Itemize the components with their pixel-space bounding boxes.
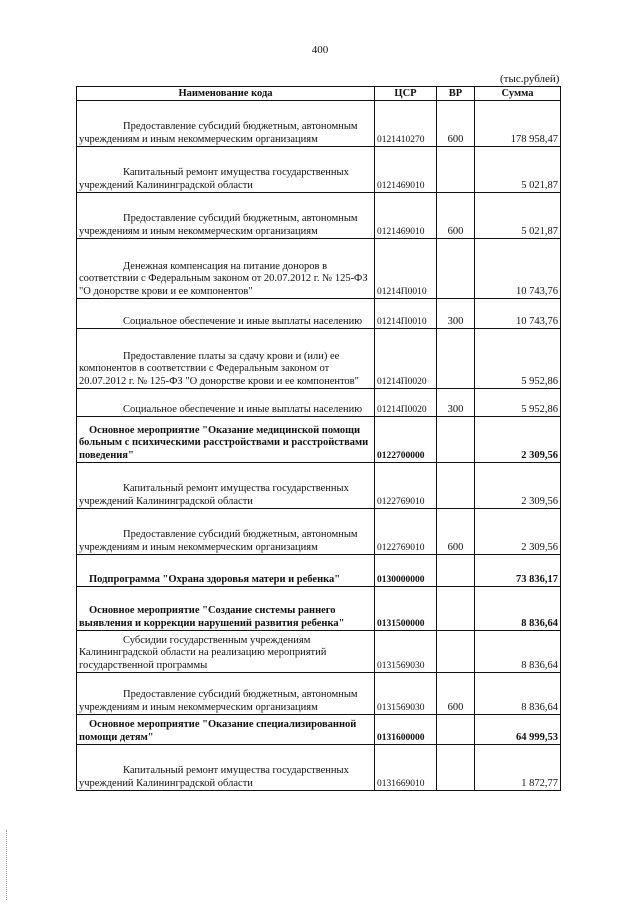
cell-csr: 0131569030 bbox=[375, 631, 437, 673]
cell-name bbox=[77, 147, 375, 193]
table-row bbox=[77, 631, 561, 673]
cell-name-text: Основное мероприятие "Оказание специализированной помощи детям" bbox=[79, 719, 357, 743]
header-name: Наименование кода bbox=[77, 87, 375, 101]
cell-name bbox=[77, 587, 375, 631]
table-row bbox=[77, 417, 561, 463]
cell-sum: 8 836,64 bbox=[475, 587, 561, 631]
cell-csr: 0131669010 bbox=[375, 745, 437, 791]
table-row bbox=[77, 193, 561, 239]
cell-sum: 8 836,64 bbox=[475, 631, 561, 673]
cell-name bbox=[77, 673, 375, 715]
cell-sum: 8 836,64 bbox=[475, 673, 561, 715]
cell-name bbox=[77, 555, 375, 587]
cell-name bbox=[77, 509, 375, 555]
cell-sum: 73 836,17 bbox=[475, 555, 561, 587]
table-row bbox=[77, 389, 561, 417]
cell-csr: 01214П0010 bbox=[375, 299, 437, 329]
table-row bbox=[77, 587, 561, 631]
cell-vr bbox=[437, 329, 475, 389]
cell-vr bbox=[437, 463, 475, 509]
cell-csr: 0131600000 bbox=[375, 715, 437, 745]
cell-sum: 1 872,77 bbox=[475, 745, 561, 791]
table-row bbox=[77, 715, 561, 745]
margin-marks bbox=[6, 830, 9, 900]
cell-sum: 5 952,86 bbox=[475, 329, 561, 389]
cell-name-text: Подпрограмма "Охрана здоровья матери и ребенка" bbox=[89, 573, 341, 585]
cell-name bbox=[77, 631, 375, 673]
cell-csr: 01214П0020 bbox=[375, 329, 437, 389]
cell-name bbox=[77, 463, 375, 509]
table-row bbox=[77, 673, 561, 715]
header-vr: ВР bbox=[437, 87, 475, 101]
cell-sum: 5 952,86 bbox=[475, 389, 561, 417]
cell-name-text: Предоставление субсидий бюджетным, автономным учреждениям и иным некоммерческим организациям bbox=[79, 121, 358, 145]
cell-csr: 0131500000 bbox=[375, 587, 437, 631]
table-row bbox=[77, 101, 561, 147]
cell-name-text: Денежная компенсация на питание доноров в соответствии с Федеральным законом от 20.07.2012 г. № 125-ФЗ "О донорстве крови и ее компонентов" bbox=[79, 260, 368, 297]
header-csr: ЦСР bbox=[375, 87, 437, 101]
cell-csr: 0131569030 bbox=[375, 673, 437, 715]
cell-name bbox=[77, 745, 375, 791]
cell-vr: 300 bbox=[437, 389, 475, 417]
cell-csr: 01214П0010 bbox=[375, 239, 437, 299]
table-row bbox=[77, 745, 561, 791]
cell-name-text: Субсидии государственным учреждениям Калининградской области на реализацию мероприятий государственной программы bbox=[79, 634, 327, 671]
table-row bbox=[77, 239, 561, 299]
table-row bbox=[77, 299, 561, 329]
cell-csr: 01214П0020 bbox=[375, 389, 437, 417]
cell-name-text: Капитальный ремонт имущества государственных учреждений Калининградской области bbox=[79, 167, 349, 191]
cell-name bbox=[77, 715, 375, 745]
cell-name bbox=[77, 101, 375, 147]
cell-name-text: Капитальный ремонт имущества государственных учреждений Калининградской области bbox=[79, 483, 349, 507]
header-sum: Сумма bbox=[475, 87, 561, 101]
cell-sum: 2 309,56 bbox=[475, 509, 561, 555]
cell-sum: 2 309,56 bbox=[475, 463, 561, 509]
cell-name bbox=[77, 299, 375, 329]
cell-name bbox=[77, 389, 375, 417]
cell-vr bbox=[437, 631, 475, 673]
table-row bbox=[77, 147, 561, 193]
cell-vr: 600 bbox=[437, 101, 475, 147]
table-body bbox=[77, 101, 561, 791]
cell-sum: 5 021,87 bbox=[475, 193, 561, 239]
cell-sum: 64 999,53 bbox=[475, 715, 561, 745]
table-row bbox=[77, 463, 561, 509]
cell-name bbox=[77, 329, 375, 389]
cell-vr bbox=[437, 587, 475, 631]
cell-vr bbox=[437, 239, 475, 299]
cell-sum: 5 021,87 bbox=[475, 147, 561, 193]
cell-sum: 10 743,76 bbox=[475, 299, 561, 329]
cell-name bbox=[77, 239, 375, 299]
cell-name-text: Основное мероприятие "Создание системы раннего выявления и коррекции нарушений развития ребенка" bbox=[79, 605, 345, 629]
cell-name-text: Предоставление субсидий бюджетным, автономным учреждениям и иным некоммерческим организациям bbox=[79, 689, 358, 713]
cell-name-text: Предоставление субсидий бюджетным, автономным учреждениям и иным некоммерческим организациям bbox=[79, 529, 358, 553]
cell-vr bbox=[437, 147, 475, 193]
cell-vr: 600 bbox=[437, 509, 475, 555]
cell-csr: 0122769010 bbox=[375, 509, 437, 555]
cell-name-text: Социальное обеспечение и иные выплаты населению bbox=[123, 403, 363, 415]
units-label: (тыс.рублей) bbox=[500, 73, 560, 85]
table-header-row bbox=[77, 87, 561, 101]
cell-csr: 0121469010 bbox=[375, 147, 437, 193]
cell-csr: 0130000000 bbox=[375, 555, 437, 587]
budget-table bbox=[76, 86, 561, 791]
cell-sum: 10 743,76 bbox=[475, 239, 561, 299]
cell-vr bbox=[437, 715, 475, 745]
page-number: 400 bbox=[311, 44, 329, 56]
cell-name bbox=[77, 193, 375, 239]
cell-name-text: Предоставление субсидий бюджетным, автономным учреждениям и иным некоммерческим организациям bbox=[79, 213, 358, 237]
cell-csr: 0122700000 bbox=[375, 417, 437, 463]
cell-csr: 0121469010 bbox=[375, 193, 437, 239]
table-row bbox=[77, 329, 561, 389]
table-row bbox=[77, 555, 561, 587]
cell-vr bbox=[437, 555, 475, 587]
cell-vr: 300 bbox=[437, 299, 475, 329]
cell-name-text: Капитальный ремонт имущества государственных учреждений Калининградской области bbox=[79, 765, 349, 789]
cell-name-text: Социальное обеспечение и иные выплаты населению bbox=[123, 315, 363, 327]
cell-vr bbox=[437, 745, 475, 791]
cell-sum: 178 958,47 bbox=[475, 101, 561, 147]
cell-vr: 600 bbox=[437, 673, 475, 715]
cell-vr: 600 bbox=[437, 193, 475, 239]
cell-name-text: Основное мероприятие "Оказание медицинской помощи больным с психическими расстройствами и расстройствами поведения" bbox=[79, 424, 369, 461]
cell-sum: 2 309,56 bbox=[475, 417, 561, 463]
cell-vr bbox=[437, 417, 475, 463]
cell-csr: 0122769010 bbox=[375, 463, 437, 509]
cell-name-text: Предоставление платы за сдачу крови и (или) ее компонентов в соответствии с Федеральным законом от 20.07.2012 г. № 125-ФЗ "О донорстве крови и ее компонентов" bbox=[79, 350, 359, 387]
cell-csr: 0121410270 bbox=[375, 101, 437, 147]
table-row bbox=[77, 509, 561, 555]
cell-name bbox=[77, 417, 375, 463]
